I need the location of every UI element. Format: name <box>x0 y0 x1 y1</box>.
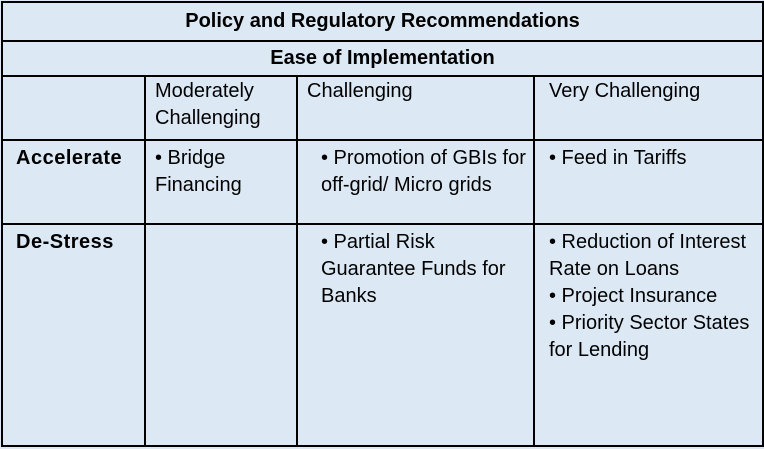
row-label: De-Stress <box>16 230 114 253</box>
row-label: Accelerate <box>16 146 123 169</box>
column-header-label: Challenging <box>307 79 413 102</box>
bullet-item: • Bridge Financing <box>155 146 242 196</box>
bullet-item: • Feed in Tariffs <box>549 146 687 169</box>
table-row-accelerate <box>2 140 763 224</box>
column-header-empty <box>2 76 145 140</box>
bullet-item: • Partial Risk Guarantee Funds for Banks <box>321 230 506 307</box>
row-label-cell <box>2 224 145 446</box>
bullet-item: • Priority Sector States for Lending <box>549 311 750 361</box>
bullet-item: • Project Insurance <box>549 284 718 307</box>
column-header-label: Very Challenging <box>549 79 701 102</box>
table-cell <box>297 140 534 224</box>
row-label-cell <box>2 140 145 224</box>
recommendations-table <box>1 1 764 447</box>
bullet-item: • Reduction of Interest Rate on Loans <box>549 230 747 280</box>
table-cell <box>534 140 763 224</box>
bullet-item: • Promotion of GBIs for off-grid/ Micro grids <box>321 146 526 196</box>
column-header-very-challenging <box>534 76 763 140</box>
column-header-moderately-challenging <box>145 76 297 140</box>
table-subtitle: Ease of Implementation <box>2 41 763 76</box>
title-row <box>2 2 763 41</box>
table-cell <box>297 224 534 446</box>
column-header-label: Moderately Challenging <box>155 79 261 129</box>
table-cell-empty <box>145 224 297 446</box>
column-header-challenging <box>297 76 534 140</box>
table-cell <box>145 140 297 224</box>
subtitle-row <box>2 41 763 76</box>
table-title: Policy and Regulatory Recommendations <box>2 2 763 41</box>
table-cell <box>534 224 763 446</box>
column-header-row <box>2 76 763 140</box>
table-row-de-stress <box>2 224 763 446</box>
